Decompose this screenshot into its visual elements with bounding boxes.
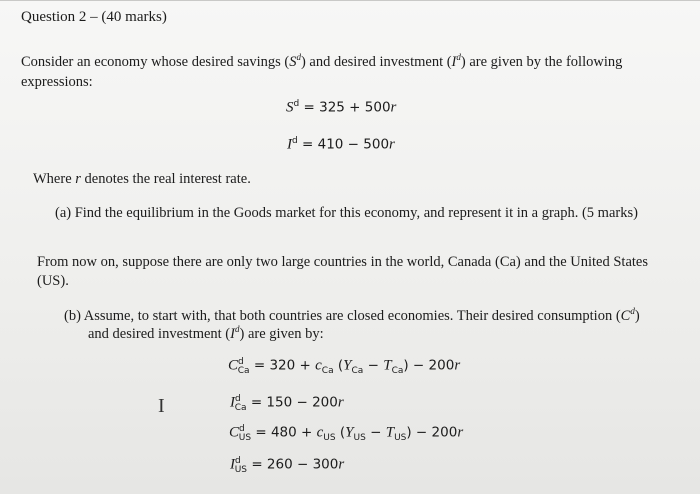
where-line: Where r denotes the real interest rate.: [33, 171, 251, 187]
part-b-line-1: (b) Assume, to start with, that both countries are closed economies. Their desired consumption $(C^d)$: [64, 306, 640, 324]
from-now-line-1: From now on, suppose there are only two large countries in the world, Canada (Ca) and the United States: [37, 254, 649, 270]
equation-savings: $S^d = 325 + 500r$: [286, 99, 397, 116]
intro-paragraph: Consider an economy whose desired savings $(S^d)$ and desired investment $(I^d)$ are given by the following expressions:: [21, 52, 623, 90]
equation-investment-ca: $I^d_{Ca} = 150 - 200r$: [230, 394, 344, 414]
equation-investment-us: $I^d_{US} = 260 - 300r$: [230, 456, 345, 476]
part-b-line-2: and desired investment $(I^d)$ are given by:: [88, 324, 324, 342]
equation-consumption-ca: $C^d_{Ca} = 320 + c_{Ca}$ $(Y_{Ca} - T_{Ca}) - 200r$: [228, 357, 461, 377]
text-cursor-icon: I: [158, 395, 165, 417]
question-title: Question 2 – (40 marks): [21, 9, 167, 25]
from-now-line-2: (US).: [37, 273, 69, 289]
equation-consumption-us: $C^d_{US} = 480 + c_{US}$ $(Y_{US} - T_{US}) - 200r$: [229, 424, 464, 444]
part-a: (a) Find the equilibrium in the Goods market for this economy, and represent it in a graph. (5 marks): [55, 205, 638, 221]
top-border: [0, 0, 700, 1]
equation-investment: $I^d = 410 - 500r$: [287, 136, 395, 153]
